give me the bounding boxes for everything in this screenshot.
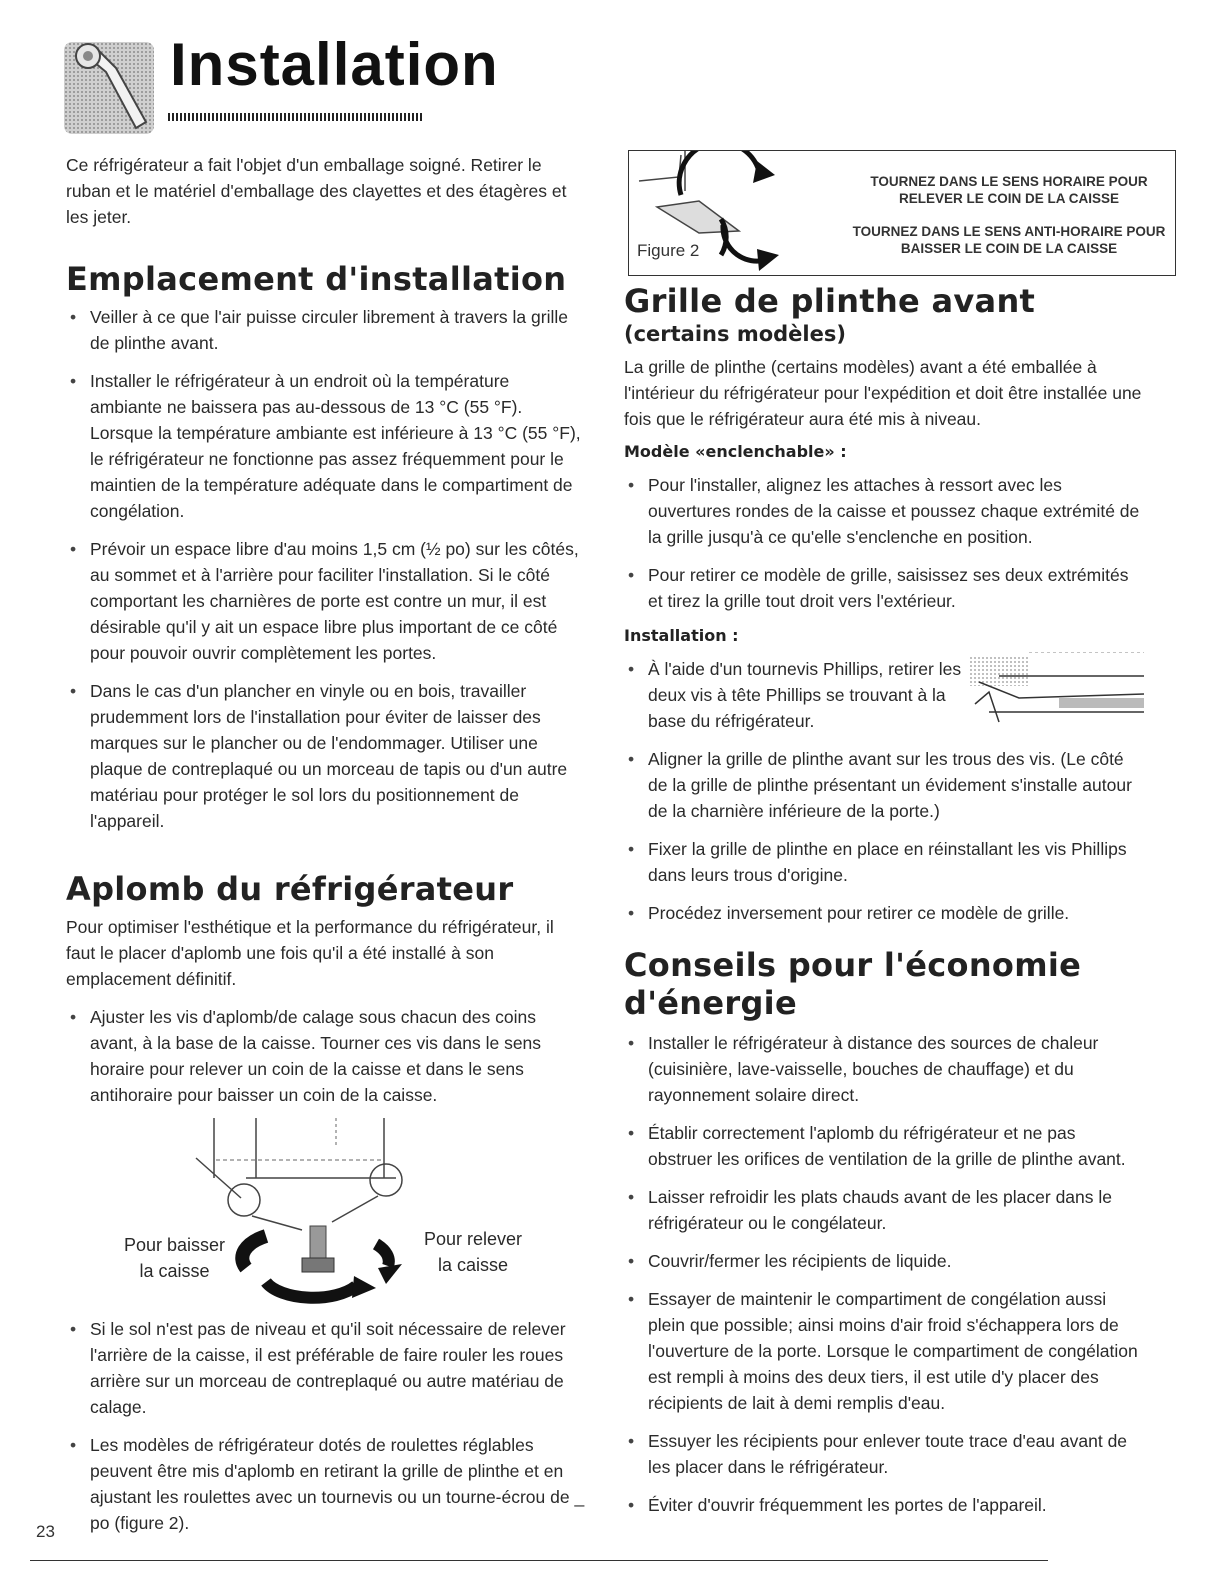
install-list-first: [624, 656, 964, 734]
snap-list: [624, 472, 1144, 614]
conseils-heading: Conseils pour l'économie d'énergie: [624, 946, 1082, 1022]
leveling-figure: [66, 1118, 586, 1304]
list-item: • Laisser refroidir les plats chauds avant de les placer dans le réfrigérateur ou le congélateur.: [624, 1184, 1144, 1236]
list-item: • Veiller à ce que l'air puisse circuler librement à travers la grille de plinthe avant.: [66, 304, 586, 356]
list-item: • À l'aide d'un tournevis Phillips, retirer les deux vis à tête Phillips se trouvant à la base du réfrigérateur.: [624, 656, 964, 734]
list-item: • Procédez inversement pour retirer ce modèle de grille.: [624, 900, 1144, 926]
left-column: [66, 152, 586, 1536]
figure-label: Figure 2: [637, 241, 700, 260]
bottom-divider: [30, 1560, 1048, 1561]
raise-caption: Pour relever la caisse: [424, 1229, 523, 1275]
clockwise-text: TOURNEZ DANS LE SENS HORAIRE POUR RELEVER LE COIN DE LA CAISSE: [870, 174, 1148, 206]
list-item: • Fixer la grille de plinthe en place en réinstallant les vis Phillips dans leurs trous d'origine.: [624, 836, 1144, 888]
aplomb-heading: Aplomb du réfrigérateur: [66, 870, 514, 908]
aplomb-list-b: [66, 1316, 586, 1536]
aplomb-intro: Pour optimiser l'esthétique et la performance du réfrigérateur, il faut le placer d'aplomb une fois qu'il a été installé à son emplacement définitif.: [66, 917, 554, 989]
install-heading: Installation :: [624, 626, 739, 645]
right-column: [624, 282, 1144, 1518]
wrench-icon: [64, 42, 154, 134]
grille-subtitle: (certains modèles): [624, 322, 846, 346]
counterclockwise-text: TOURNEZ DANS LE SENS ANTI-HORAIRE POUR BAISSER LE COIN DE LA CAISSE: [852, 224, 1166, 256]
emplacement-heading: Emplacement d'installation: [66, 260, 567, 298]
list-item: • Essuyer les récipients pour enlever toute trace d'eau avant de les placer dans le réfrigérateur.: [624, 1428, 1144, 1480]
grille-heading: Grille de plinthe avant: [624, 282, 1036, 320]
list-item: • Prévoir un espace libre d'au moins 1,5 cm (½ po) sur les côtés, au sommet et à l'arrière pour faciliter l'installation. Si le côté comportant les charnières de porte est contre un mur, il est désirable qu'il y ait un espace libre plus important de ce côté pour pouvoir ouvrir complètement les portes.: [66, 536, 586, 666]
list-item: • Dans le cas d'un plancher en vinyle ou en bois, travailler prudemment lors de l'installation pour éviter de laisser des marques sur le plancher ou de l'endommager. Utiliser une plaque de contreplaqué ou un morceau de tapis ou d'un autre matériau pour protéger le sol lors du positionnement de l'appareil.: [66, 678, 586, 834]
list-item: • Éviter d'ouvrir fréquemment les portes de l'appareil.: [624, 1492, 1144, 1518]
emplacement-list: [66, 304, 586, 834]
list-item: • Essayer de maintenir le compartiment de congélation aussi plein que possible; ainsi moins d'air froid s'échappera lors de l'ouverture de la porte. Lorsque le compartiment de congélation est rempli à moins des deux tiers, il est utile d'y placer des récipients de lait à demi remplis d'eau.: [624, 1286, 1144, 1416]
snap-heading: Modèle «enclenchable» :: [624, 442, 847, 461]
intro-paragraph: Ce réfrigérateur a fait l'objet d'un emballage soigné. Retirer le ruban et le matériel d'emballage des clayettes et des étagères et les jeter.: [66, 155, 567, 227]
list-item: • Couvrir/fermer les récipients de liquide.: [624, 1248, 1144, 1274]
aplomb-list-a: [66, 1004, 586, 1108]
list-item: • Installer le réfrigérateur à un endroit où la température ambiante ne baissera pas au-dessous de 13 °C (55 °F). Lorsque la température ambiante est inférieure à 13 °C (55 °F), le réfrigérateur ne fonctionne pas assez fréquemment pour le maintien de la température adéquate dans le compartiment de congélation.: [66, 368, 586, 524]
list-item: • Pour retirer ce modèle de grille, saisissez ses deux extrémités et tirez la grille tout droit vers l'extérieur.: [624, 562, 1144, 614]
install-first-row: [624, 656, 1144, 734]
figure-2: [628, 150, 1176, 276]
list-item: • Aligner la grille de plinthe avant sur les trous des vis. (Le côté de la grille de plinthe présentant un évidement s'installe autour de la charnière inférieure de la porte.): [624, 746, 1144, 824]
page-title: Installation: [170, 31, 499, 98]
conseils-list: [624, 1030, 1144, 1518]
list-item: • Installer le réfrigérateur à distance des sources de chaleur (cuisinière, lave-vaisselle, bouches de chauffage) et du rayonnement solaire direct.: [624, 1030, 1144, 1108]
screw-illustration: [969, 652, 1144, 728]
list-item: • Établir correctement l'aplomb du réfrigérateur et ne pas obstruer les orifices de ventilation de la grille de plinthe avant.: [624, 1120, 1144, 1172]
page-number: 23: [36, 1522, 55, 1541]
list-item: • Les modèles de réfrigérateur dotés de roulettes réglables peuvent être mis d'aplomb en retirant la grille de plinthe et en ajustant les roulettes avec un tournevis ou un tourne-écrou de _ po (figure 2).: [66, 1432, 586, 1536]
install-list: [624, 746, 1144, 926]
list-item: • Pour l'installer, alignez les attaches à ressort avec les ouvertures rondes de la caisse et poussez chaque extrémité de la grille jusqu'à ce qu'elle s'enclenche en position.: [624, 472, 1144, 550]
list-item: • Ajuster les vis d'aplomb/de calage sous chacun des coins avant, à la base de la caisse. Tourner ces vis dans le sens horaire pour relever un coin de la caisse et dans le sens antihoraire pour baisser un coin de la caisse.: [66, 1004, 586, 1108]
grille-intro: La grille de plinthe (certains modèles) avant a été emballée à l'intérieur du réfrigérateur pour l'expédition et doit être installée une fois que le réfrigérateur aura été mis à niveau.: [624, 357, 1142, 429]
list-item: • Si le sol n'est pas de niveau et qu'il soit nécessaire de relever l'arrière de la caisse, il est préférable de faire rouler les roues arrière sur un morceau de contreplaqué ou autre matériau de calage.: [66, 1316, 586, 1420]
lower-caption: Pour baisser la caisse: [124, 1235, 226, 1281]
title-underline: [168, 113, 423, 121]
